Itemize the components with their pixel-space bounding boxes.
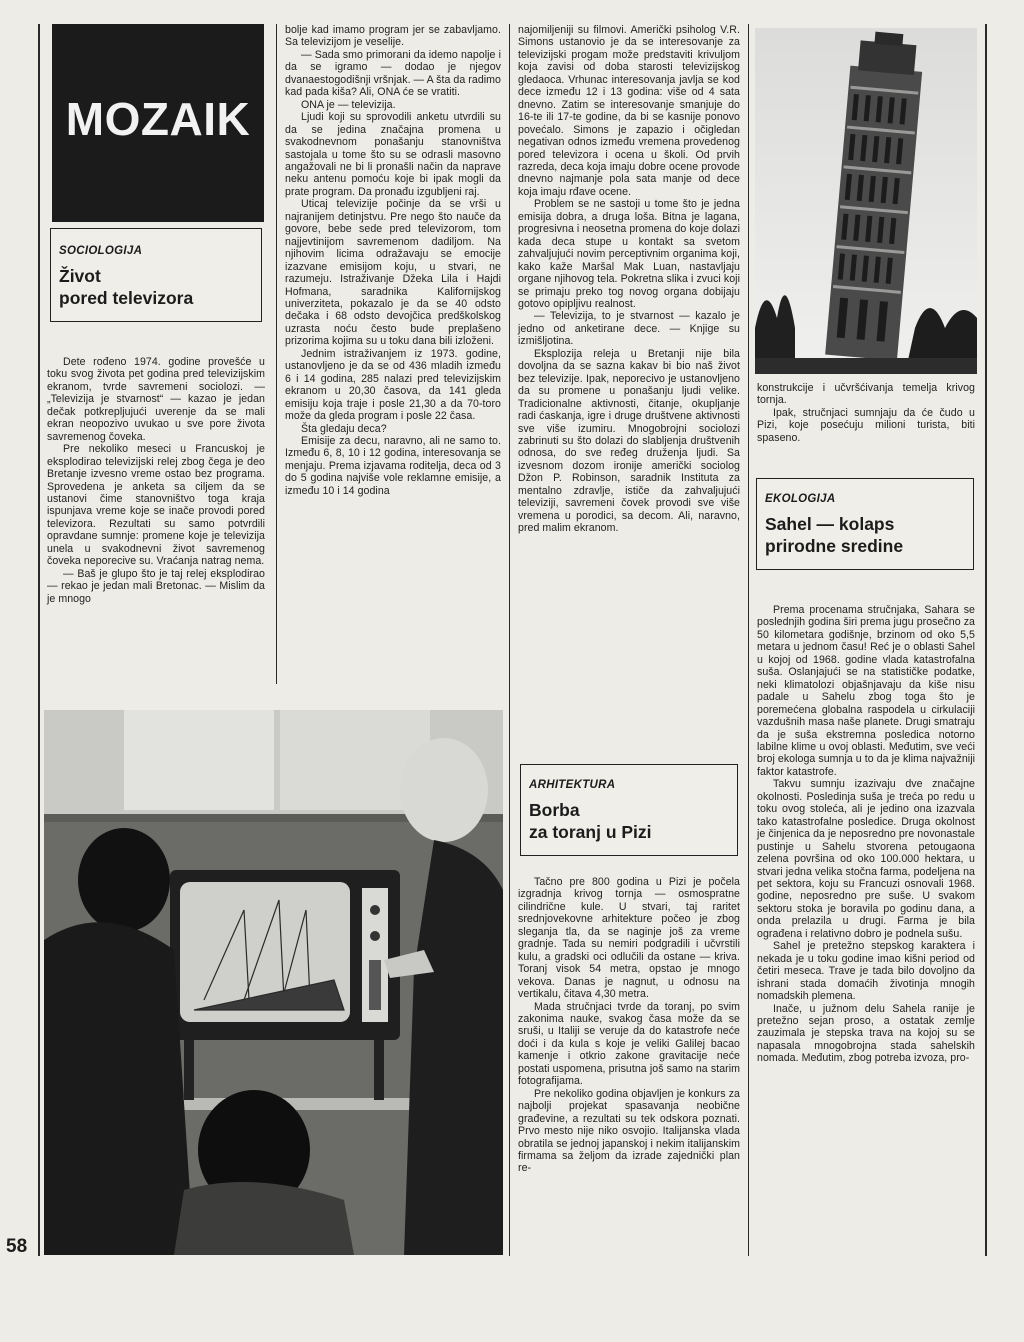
paragraph: Jednim istraživanjem iz 1973. godine, ustanovljeno je da se od 436 mladih između 6 i 14 godina, 285 nalazi pred televizijskim ekranom u 20,30 časova, da 141 gleda emisiju koja traje i posle 21,30 a da 70-toro može da gleda program i posle 22 časa. bbox=[285, 347, 501, 423]
column-rule bbox=[276, 24, 277, 684]
paragraph: — Baš je glupo što je taj relej eksplodirao — rekao je jedan mali Bretonac. — Mislim da je mnogo bbox=[47, 567, 265, 605]
paragraph: konstrukcije i učvršćivanja temelja krivog tornja. bbox=[757, 382, 975, 407]
tv-illustration bbox=[44, 710, 503, 1255]
section-title: MOZAIK bbox=[65, 93, 251, 145]
paragraph: Inače, u južnom delu Sahela ranije je pretežno sejan proso, a ostatak zemlje zauzimala je stepska trava na kojoj su se napasala mnogobrojna stada sahelskih nomada. Međutim, zbog potreba izvoza, pro- bbox=[757, 1002, 975, 1065]
column-3-architecture-text bbox=[518, 876, 740, 1175]
paragraph: ONA je — televizija. bbox=[301, 98, 396, 111]
sociology-kicker: SOCIOLOGIJA bbox=[59, 245, 143, 257]
paragraph: Pre nekoliko godina objavljen je konkurs za najbolji projekat spasavanja neobične građevine, a rezultati su tek odskora poznati. Prvo mesto nije niko osvojio. Italijanska vlada obratila se jednoj japanskoj i nekim italijanskim firmama sa željom da izrade zajednički plan re- bbox=[518, 1087, 740, 1175]
column-3-text bbox=[518, 24, 740, 535]
paragraph: Dete rođeno 1974. godine provešće u toku svog života pet godina pred televizijskim ekranom, tvrde savremeni sociolozi. — „Televizija je stvarnost“ — kazao je jedan dečak potkrepljujući uverenje da se mali ekran neopozivo uvukao u sve pore života savremenog čoveka. bbox=[47, 356, 265, 443]
paragraph: Takvu sumnju izazivaju dve značajne okolnosti. Posledinja suša je treća po redu u toku ovog stoleća, ali je jedino ona izazvala tako katastrofalne posledice. Druga okolnost je činjenica da je neposredno pre novonastale pustinje u Sahelu stvorena petougaona zelena površina od oko 100.000 hektara, u stvari jedna velika stočna farma, podeljena na pet sektora, koju su Francuzi osnovali 1968. godine, neposredno pre suše. U svakom sektoru stoka je boravila po godinu dana, a onda prelazila u drugi. Farma je bila ograđena i relativno dobro je podnela sušu. bbox=[757, 778, 975, 940]
ecology-headline-line1: Sahel — kolaps bbox=[765, 514, 895, 534]
ecology-headline-box bbox=[756, 478, 974, 570]
tower-illustration bbox=[755, 28, 977, 374]
ecology-kicker: EKOLOGIJA bbox=[765, 493, 836, 505]
sociology-headline-line1: Život bbox=[59, 266, 101, 286]
paragraph: Eksplozija releja u Bretanji nije bila dovoljna da se sazna kakav bi bio naš život bez televizije. Ipak, neporecivo je ustanovljeno da su promene u ponašanju ljudi velike. Tradicionalne aktivnosti, čitanje, okupljanje radi ćaskanja, igre i druge društvene aktivnosti sve više izumiru. Mnogobrojni sociolozi zabrinuti su što dolazi do slabljenja društvenih odnosa, do sve ređeg druženja ljudi. Sa izvesnom dozom ironije američki sociolog Džon P. Robinson, saradnik Instituta za mentalno zdravlje, ističe da zahvaljujući televiziji, savremeni čovek provodi sve više vremena u porodici, sa decom. Ali, naravno, pred malim ekranom. bbox=[518, 347, 740, 535]
sociology-headline-box bbox=[50, 228, 262, 322]
paragraph: Problem se ne sastoji u tome što je jedna emisija dobra, a druga loša. Bitna je lagana, progresivna i neosetna promena do koje dolazi kada deca stupe u kontakt sa svetom zahvaljujući novim perceptivnim organima koji, kako kaže Maršal Mak Luan, nastavljaju organe njihovog tela. Pokretna slika i zvuci koji se primaju preko tog novog organa dobijaju gotovo opipljivu realnost. bbox=[518, 198, 740, 310]
paragraph: Pre nekoliko meseci u Francuskoj je eksplodirao televizijski relej zbog čega je deo Bretanje izvesno vreme ostao bez programa. Sprovedena je anketa sa ciljem da se ustanovi čime stanovništvo toga kraja ispunjava vreme koje se inače provodi pored televizora. Rezultati su samo potvrdili opravdane sumnje: promene koje je televizija unela u svakodnevni život savremenog čoveka neporecive su. Vraćanja natrag nema. bbox=[47, 443, 265, 568]
column-rule bbox=[509, 24, 510, 1256]
paragraph: — Televizija, to je stvarnost — kazalo je jedno od anketirane dece. — Knjige su izmišljotina. bbox=[518, 310, 740, 348]
column-rule bbox=[748, 24, 749, 1256]
column-4-caption-text bbox=[757, 382, 975, 444]
paragraph: Šta gledaju deca? bbox=[301, 422, 387, 435]
paragraph: Emisije za decu, naravno, ali ne samo to. Između 6, 8, 10 i 12 godina, interesovanja se menjaju. Prema izjavama roditelja, deca od 3 do 5 godina najviše vole reklamne emisije, a između 10 i 14 godina bbox=[285, 434, 501, 497]
paragraph: Prema procenama stručnjaka, Sahara se poslednjih godina širi prema jugu prosečno za 50 kilometara godišnje, brzinom od oko 5,5 metara u jednom času! Reć je o oblasti Sahel u kojoj od 1968. godine vlada katastrofalna suša. Oslanjajući se na statističke podatke, neki klimatolozi objašnjavaju da kiše nisu padale u Sahelu zbog toga što je poremećena globalna raspodela u cirkulaciji vazdušnih masa naše planete. Drugi smatraju da je suša ekstremna posledica notorno labilne klime u ovoj oblasti. Međutim, sve veći broj ekologa sumnja u to da je klima najvažniji faktor katastrofe. bbox=[757, 604, 975, 778]
column-1-text bbox=[47, 356, 265, 605]
paragraph: Ipak, stručnjaci sumnjaju da će čudo u Pizi, koje posećuju milioni turista, biti spaseno. bbox=[757, 406, 975, 444]
paragraph: Ljudi koji su sprovodili anketu utvrdili su da se jedina značajna promena u svakodnevnom ponašanju stanovništva sastojala u tome što su se odrasli masovno angažovali ne bi li pronašli način da naprave neku antenu pomoću koje bi ipak mogli da prate program. Da pronađu izgubljeni raj. bbox=[285, 111, 501, 198]
paragraph: Sahel je pretežno stepskog karaktera i nekada je u toku godine imao kišni period od četiri meseca. Trave je tada bilo dovoljno da ishrani stada domaćih životinja mnogih nomadskih plemena. bbox=[757, 940, 975, 1003]
paragraph: najomiljeniji su filmovi. Američki psiholog V.R. Simons ustanovio je da se interesovanje za televizijski progam može predstaviti krivuljom koja zavisi od doba starosti televizijskog gledaoca. Vrhunac interesovanja javlja se kod dece između 12 i 13 godina: više od 4 sata dnevno. Zatim se interesovanje smanjuje do 16-te ili 17-te godine, da bi se kasnije ponovo povećalo. Simons je zapazio i očigledan negativan odnos između vremena provedenog pored televizora i ocena u školi. Od prvih razreda, deca koja imaju dobre ocene provode dnevno najmanje pola sata manje od dece koja imaju rđave ocene. bbox=[518, 24, 740, 198]
column-2-text bbox=[285, 24, 501, 497]
column-4-ecology-text bbox=[757, 604, 975, 1065]
architecture-headline-line1: Borba bbox=[529, 800, 580, 820]
column-rule bbox=[985, 24, 987, 1256]
paragraph: Mada stručnjaci tvrde da toranj, po svim zakonima nauke, svakog časa može da se sruši, u Italiji se veruje da do katastrofe neće doći i da kula s koje je veliki Galilej bacao kamenje i otkrio zakone gravitacije neće postati uspomena, prisutna još samo na starim fotografijama. bbox=[518, 1000, 740, 1088]
page-number: 58 bbox=[6, 1236, 28, 1257]
ecology-headline-line2: prirodne sredine bbox=[765, 536, 904, 556]
paragraph: Uticaj televizije počinje da se vrši u najranijem detinjstvu. Pre nego što nauče da govore, bebe sede pred televizorom, tom najjevtinijom savremenom dadiljom. Na njihovim licima odražavaju se emocije izazvane emisijom koju, u stvari, ne razumeju. Istraživanje Džeka Lila i Hajdi Hofmana, saradnika Kalifornijskog univerziteta, pokazalo je da se 40 odsto dečaka i 68 odsto devojčica predškolskog uzrasta noću često bude preplašeno prizorima kojima su u toku dana bili izloženi. bbox=[285, 198, 501, 348]
sociology-headline-line2: pored televizora bbox=[59, 288, 194, 308]
column-rule bbox=[38, 24, 40, 1256]
architecture-headline-line2: za toranj u Pizi bbox=[529, 822, 652, 842]
paragraph: bolje kad imamo program jer se zabavljamo. Sa televizijom je veselije. bbox=[285, 24, 501, 49]
architecture-kicker: ARHITEKTURA bbox=[529, 779, 616, 791]
leaning-tower-photo bbox=[755, 28, 977, 374]
architecture-headline-box bbox=[520, 764, 738, 856]
paragraph: Tačno pre 800 godina u Pizi je počela izgradnja krivog tornja — osmospratne cilindrične kule. U stvari, taj raritet srednjovekovne arhitekture počeo je zbog sleganja tla, da se naginje još za vreme gradnje. Tada su nemiri podgradili i učvrstili kulu, a gradski oci odlučili da ostane — kriva. Toranj visok 54 metra, opstao je mnogo vekova. Danas je nagnut, u odnosu na vertikalu, čitava 4,30 metra. bbox=[518, 876, 740, 1001]
paragraph: — Sada smo primorani da idemo napolje i da se igramo — dodao je njegov dvanaestogodišnji vršnjak. — A šta da radimo kad pada kiša? Ali, ONA će se vratiti. bbox=[285, 48, 501, 99]
children-watching-tv-photo bbox=[44, 710, 503, 1255]
